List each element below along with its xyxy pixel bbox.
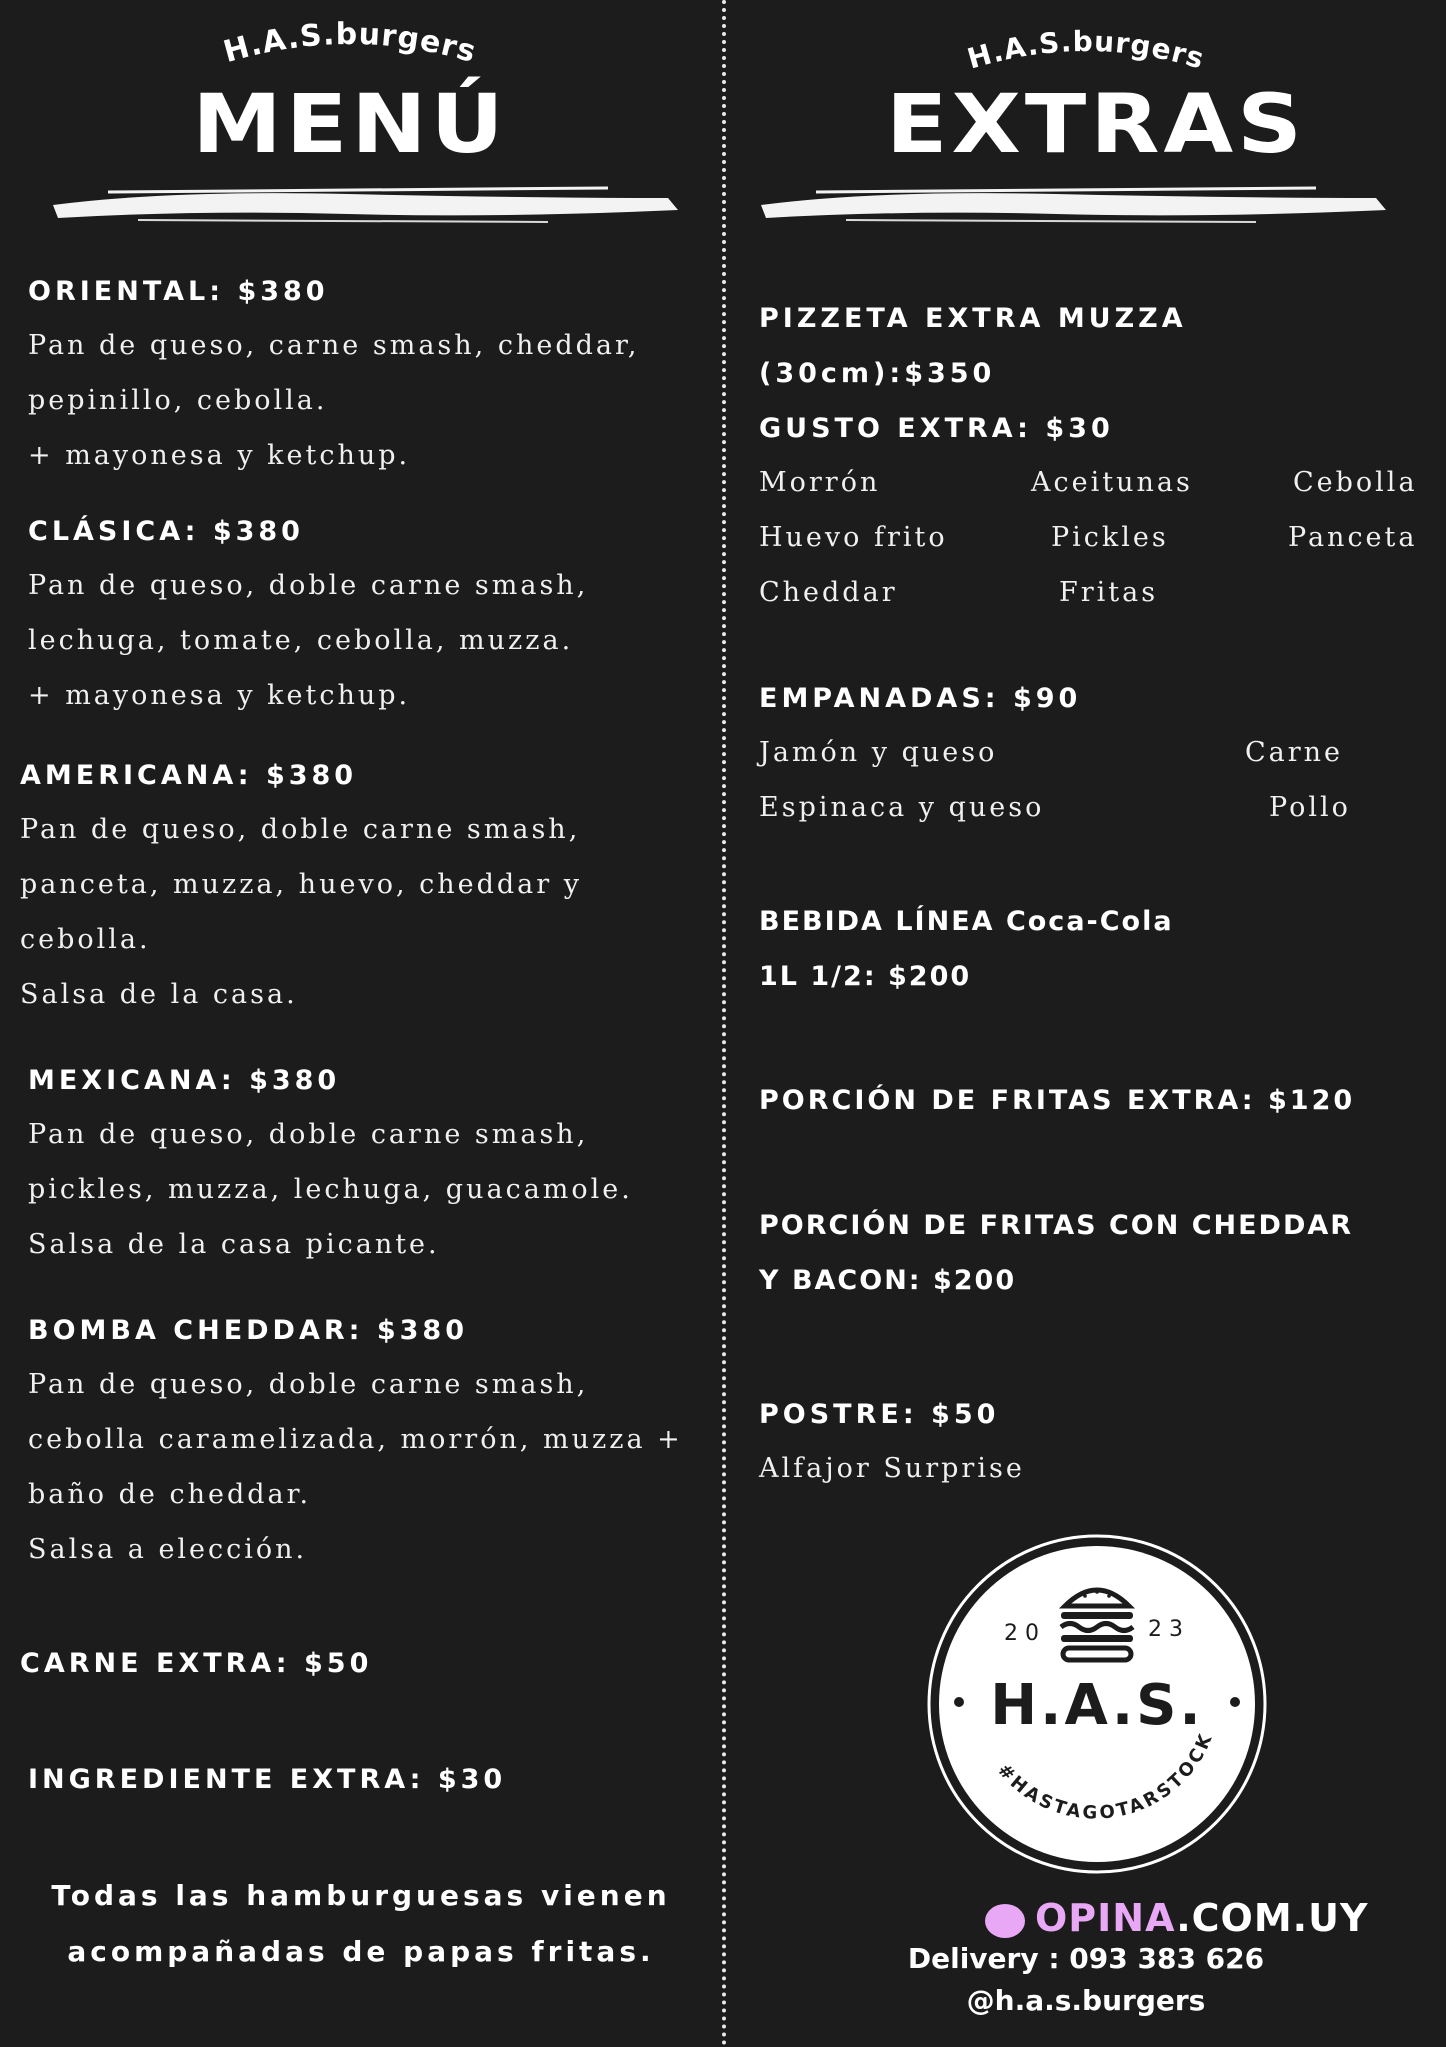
ingrediente-extra-heading: INGREDIENTE EXTRA: $30 bbox=[28, 1764, 507, 1795]
watermark-domain: .COM.UY bbox=[1176, 1896, 1369, 1940]
item-bomba-cheddar-desc-2: cebolla caramelizada, morrón, muzza + bbox=[28, 1424, 683, 1455]
bebida-heading-2: 1L 1/2: $200 bbox=[759, 961, 972, 992]
opina-watermark bbox=[985, 1896, 1368, 1940]
empanada-espinaca-queso: Espinaca y queso bbox=[759, 792, 1045, 823]
empanada-carne: Carne bbox=[1245, 737, 1344, 768]
watermark-brand: OPINA bbox=[1035, 1896, 1177, 1940]
gusto-aceitunas: Aceitunas bbox=[1031, 467, 1193, 498]
item-americana-desc-4: Salsa de la casa. bbox=[20, 979, 298, 1010]
carne-extra-heading: CARNE EXTRA: $50 bbox=[20, 1648, 373, 1679]
item-oriental-desc-3: + mayonesa y ketchup. bbox=[28, 440, 411, 471]
item-mexicana-desc-1: Pan de queso, doble carne smash, bbox=[28, 1119, 589, 1150]
gusto-cebolla: Cebolla bbox=[1293, 467, 1418, 498]
item-mexicana-desc-2: pickles, muzza, lechuga, guacamole. bbox=[28, 1174, 633, 1205]
item-bomba-cheddar-desc-4: Salsa a elección. bbox=[28, 1534, 308, 1565]
item-oriental-heading: ORIENTAL: $380 bbox=[28, 276, 329, 307]
extras-title: EXTRAS bbox=[885, 77, 1307, 172]
menu-brand-arc bbox=[190, 10, 510, 70]
item-americana-desc-3: cebolla. bbox=[20, 924, 151, 955]
extras-brand-arc bbox=[936, 16, 1236, 76]
gusto-fritas: Fritas bbox=[1059, 577, 1159, 608]
fritas-cheddar-heading-1: PORCIÓN DE FRITAS CON CHEDDAR bbox=[759, 1210, 1354, 1241]
gusto-morron: Morrón bbox=[759, 467, 881, 498]
logo-year-left: 20 bbox=[1004, 1621, 1046, 1646]
item-americana-desc-1: Pan de queso, doble carne smash, bbox=[20, 814, 581, 845]
fritas-cheddar-heading-2: Y BACON: $200 bbox=[759, 1265, 1017, 1296]
item-mexicana-desc-3: Salsa de la casa picante. bbox=[28, 1229, 440, 1260]
menu-brand: H.A.S.burgers bbox=[219, 16, 481, 70]
gusto-panceta: Panceta bbox=[1288, 522, 1418, 553]
gusto-pickles: Pickles bbox=[1051, 522, 1169, 553]
menu-title: MENÚ bbox=[192, 77, 508, 172]
fries-note-2: acompañadas de papas fritas. bbox=[67, 1935, 655, 1968]
gusto-extra-heading: GUSTO EXTRA: $30 bbox=[759, 413, 1114, 444]
logo-name: H.A.S. bbox=[990, 1673, 1204, 1738]
has-logo-badge bbox=[927, 1534, 1267, 1874]
item-bomba-cheddar-desc-3: baño de cheddar. bbox=[28, 1479, 312, 1510]
item-oriental-desc-2: pepinillo, cebolla. bbox=[28, 385, 328, 416]
empanada-pollo: Pollo bbox=[1269, 792, 1351, 823]
empanadas-heading: EMPANADAS: $90 bbox=[759, 683, 1082, 714]
instagram-handle: @h.a.s.burgers bbox=[966, 1984, 1206, 2017]
menu-brush-stroke bbox=[48, 180, 688, 225]
pizzeta-heading-2: (30cm):$350 bbox=[759, 358, 996, 389]
gusto-huevo-frito: Huevo frito bbox=[759, 522, 948, 553]
bebida-heading-1: BEBIDA LÍNEA Coca-Cola bbox=[759, 906, 1174, 937]
logo-year-right: 23 bbox=[1148, 1617, 1190, 1642]
pizzeta-heading-1: PIZZETA EXTRA MUZZA bbox=[759, 303, 1187, 334]
item-clasica-desc-1: Pan de queso, doble carne smash, bbox=[28, 570, 589, 601]
extras-brush-stroke bbox=[756, 180, 1396, 225]
item-americana-desc-2: panceta, muzza, huevo, cheddar y bbox=[20, 869, 583, 900]
delivery-phone: Delivery : 093 383 626 bbox=[907, 1942, 1265, 1975]
item-clasica-desc-2: lechuga, tomate, cebolla, muzza. bbox=[28, 625, 574, 656]
fritas-extra-heading: PORCIÓN DE FRITAS EXTRA: $120 bbox=[759, 1085, 1356, 1116]
empanada-jamon-queso: Jamón y queso bbox=[759, 737, 998, 768]
item-clasica-heading: CLÁSICA: $380 bbox=[28, 516, 304, 547]
logo-hashtag: #HASTAGOTARSTOCK bbox=[993, 1728, 1218, 1824]
item-clasica-desc-3: + mayonesa y ketchup. bbox=[28, 680, 411, 711]
item-bomba-cheddar-heading: BOMBA CHEDDAR: $380 bbox=[28, 1315, 468, 1346]
column-divider bbox=[722, 0, 726, 2047]
gusto-cheddar: Cheddar bbox=[759, 577, 898, 608]
item-americana-heading: AMERICANA: $380 bbox=[20, 760, 358, 791]
chat-bubble-icon bbox=[985, 1904, 1025, 1938]
menu-column bbox=[0, 0, 722, 2047]
postre-item: Alfajor Surprise bbox=[759, 1453, 1025, 1484]
fries-note-1: Todas las hamburguesas vienen bbox=[51, 1879, 671, 1912]
item-oriental-desc-1: Pan de queso, carne smash, cheddar, bbox=[28, 330, 640, 361]
item-bomba-cheddar-desc-1: Pan de queso, doble carne smash, bbox=[28, 1369, 589, 1400]
extras-brand: H.A.S.burgers bbox=[963, 24, 1209, 76]
item-mexicana-heading: MEXICANA: $380 bbox=[28, 1065, 341, 1096]
postre-heading: POSTRE: $50 bbox=[759, 1399, 1000, 1430]
